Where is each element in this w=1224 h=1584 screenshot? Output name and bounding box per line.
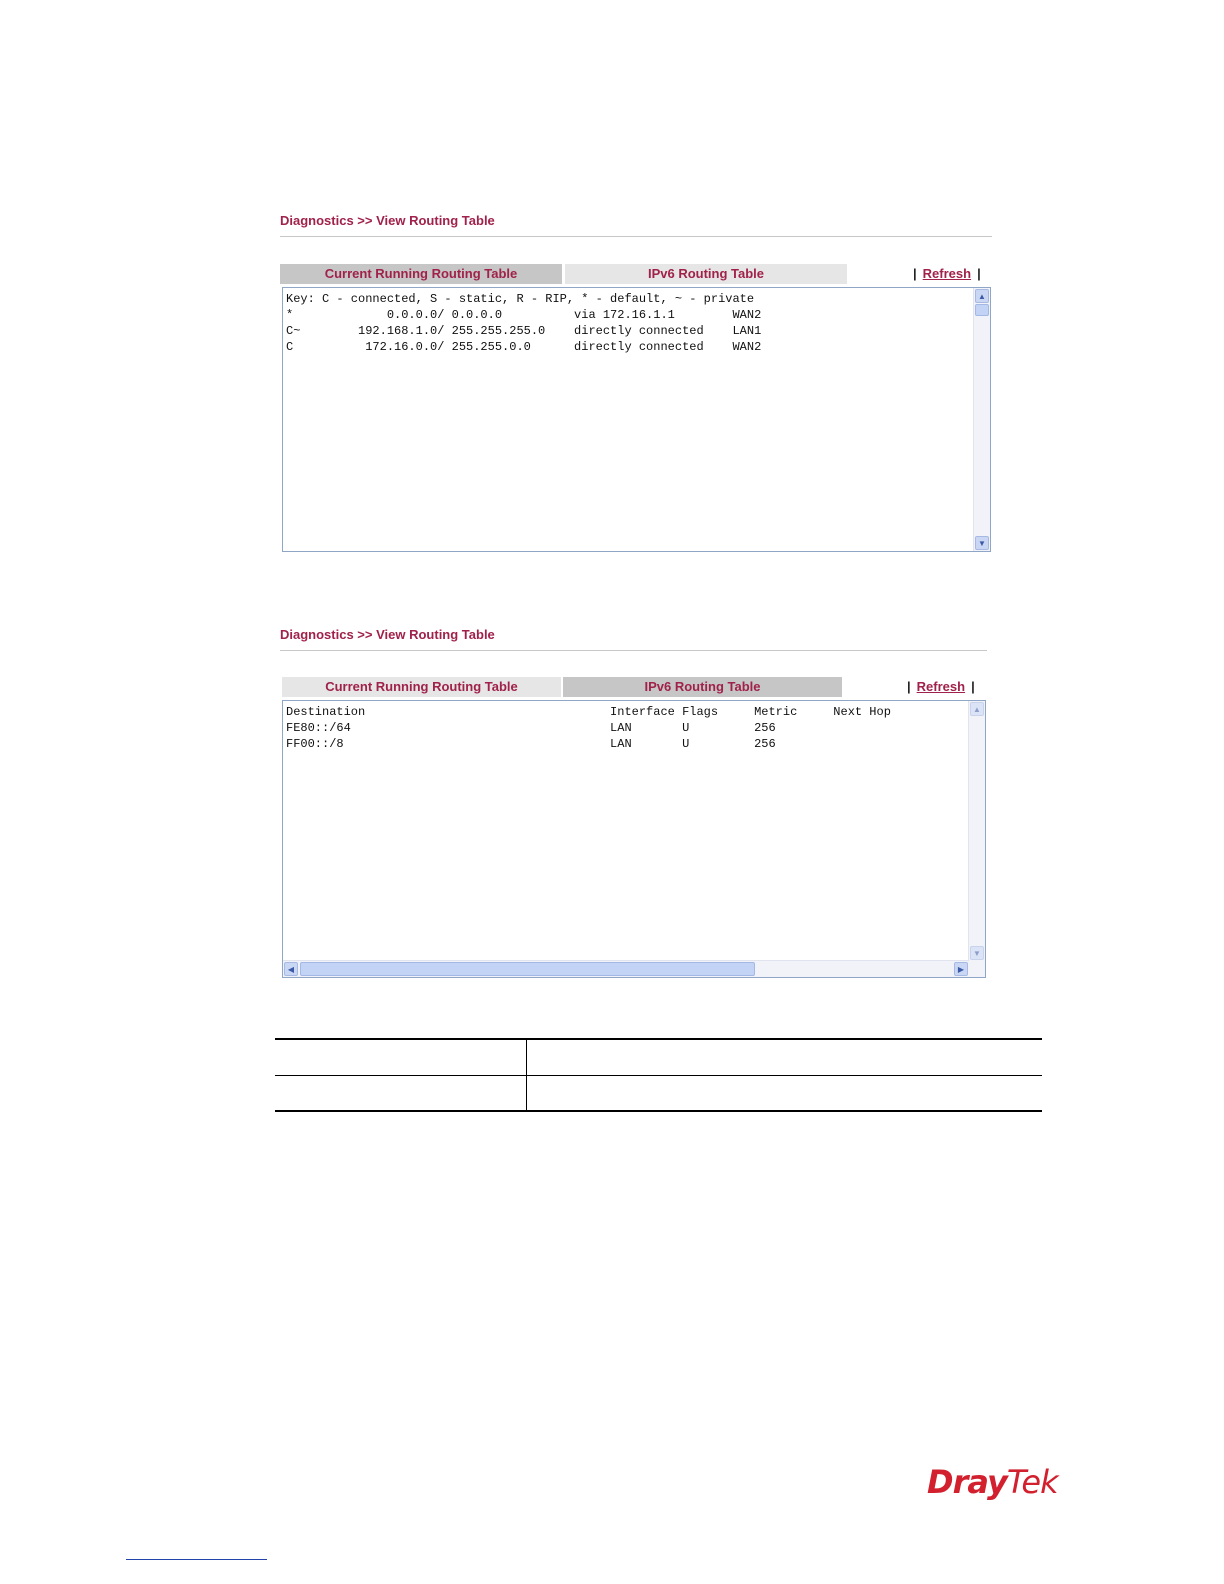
footer-link-underline [126, 1559, 267, 1560]
scroll-down-icon[interactable]: ▼ [970, 946, 984, 960]
refresh-bar: | Refresh | [913, 266, 981, 281]
refresh-link[interactable]: Refresh [922, 266, 972, 281]
routing-line: C 172.16.0.0/ 255.255.0.0 directly connected WAN2 [286, 340, 762, 354]
tab-current-running-routing-table[interactable]: Current Running Routing Table [280, 264, 562, 284]
ipv6-routing-table-textarea[interactable] [282, 700, 986, 978]
logo-part-dray: Dray [927, 1463, 1007, 1501]
draytek-logo [927, 1463, 1058, 1501]
divider [280, 650, 987, 651]
vertical-scrollbar[interactable] [973, 288, 990, 551]
routing-line: C~ 192.168.1.0/ 255.255.255.0 directly connected LAN1 [286, 324, 762, 338]
scroll-up-icon[interactable]: ▲ [970, 702, 984, 716]
breadcrumb: Diagnostics >> View Routing Table [280, 627, 495, 642]
table-column-divider [526, 1038, 527, 1112]
breadcrumb: Diagnostics >> View Routing Table [280, 213, 495, 228]
scroll-right-icon[interactable]: ▶ [954, 962, 968, 976]
tab-current-running-routing-table[interactable]: Current Running Routing Table [282, 677, 561, 697]
scroll-down-icon[interactable]: ▼ [975, 536, 989, 550]
scroll-left-icon[interactable]: ◀ [284, 962, 298, 976]
scroll-corner [969, 961, 985, 977]
refresh-link[interactable]: Refresh [916, 679, 966, 694]
tab-ipv6-routing-table[interactable]: IPv6 Routing Table [563, 677, 842, 697]
routing-line: * 0.0.0.0/ 0.0.0.0 via 172.16.1.1 WAN2 [286, 308, 762, 322]
divider [280, 236, 992, 237]
routing-line: FF00::/8 LAN U 256 [286, 737, 776, 751]
vertical-scrollbar[interactable] [968, 701, 985, 961]
routing-table-textarea[interactable] [282, 287, 991, 552]
table-top-rule [275, 1038, 1042, 1040]
routing-header-line: Destination Interface Flags Metric Next Hop [286, 705, 891, 719]
routing-line: FE80::/64 LAN U 256 [286, 721, 776, 735]
refresh-bar: | Refresh | [907, 679, 975, 694]
routing-line: Key: C - connected, S - static, R - RIP, * - default, ~ - private [286, 292, 755, 306]
scroll-thumb[interactable] [975, 304, 989, 316]
scroll-up-icon[interactable]: ▲ [975, 289, 989, 303]
horizontal-scrollbar[interactable] [283, 960, 969, 977]
table-bottom-rule [275, 1110, 1042, 1112]
tab-ipv6-routing-table[interactable]: IPv6 Routing Table [565, 264, 847, 284]
logo-part-tek: Tek [1006, 1463, 1058, 1501]
table-row-rule [275, 1075, 1042, 1076]
horizontal-scroll-thumb[interactable] [300, 962, 755, 976]
